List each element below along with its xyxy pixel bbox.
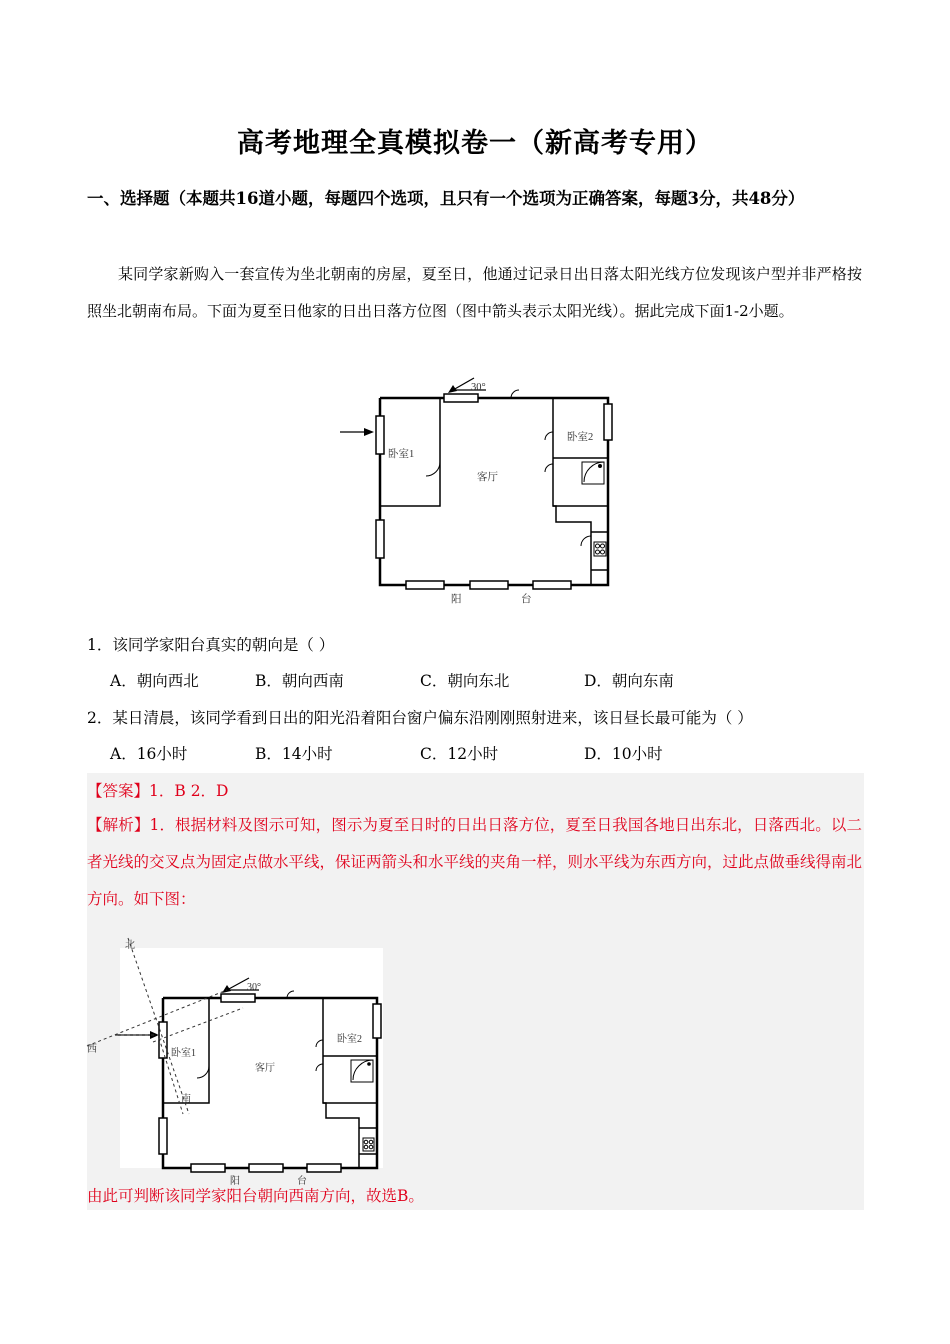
west-window-upper [376, 416, 384, 454]
answer-box [87, 773, 864, 1210]
question-1-stem: 1．该同学家阳台真实的朝向是（ ） [87, 636, 335, 654]
q1-option-d: D．朝向东南 [584, 672, 674, 690]
page-title: 高考地理全真模拟卷一（新高考专用） [237, 128, 713, 159]
answer-text: 1．B 2．D [149, 782, 229, 800]
west-label: 西 [87, 1044, 97, 1055]
fig2-bedroom2-label: 卧室2 [337, 1034, 362, 1045]
south-label: 南 [181, 1094, 191, 1105]
q1-option-a: A．朝向西北 [110, 672, 199, 690]
answer-label: 【答案】 [87, 782, 150, 800]
east-window [604, 404, 612, 440]
answer-line [87, 773, 228, 809]
balcony-window-2 [470, 581, 508, 589]
fig2-bedroom1-label: 卧室1 [171, 1048, 196, 1059]
fig2-living-room-label: 客厅 [255, 1063, 275, 1074]
explanation-label: 【解析】 [87, 816, 150, 834]
q1-option-b: B．朝向西南 [255, 672, 344, 690]
explanation [87, 807, 862, 918]
section-heading: 一、选择题（本题共16道小题，每题四个选项，且只有一个选项为正确答案，每题3分，共48分） [87, 189, 805, 208]
q2-option-c: C．12小时 [420, 745, 499, 763]
balcony-window-3 [533, 581, 571, 589]
question-intro: 某同学家新购入一套宣传为坐北朝南的房屋，夏至日，他通过记录日出日落太阳光线方位发现该户型并非严格按照坐北朝南布局。下面为夏至日他家的日出日落方位图（图中箭头表示太阳光线）。据此完成下面1-2小题。 [87, 265, 862, 320]
q2-option-d: D．10小时 [584, 745, 663, 763]
bedroom2-label: 卧室2 [567, 432, 594, 443]
q2-option-a: A．16小时 [110, 745, 188, 763]
bedroom1-label: 卧室1 [388, 449, 415, 460]
west-window-lower [376, 520, 384, 558]
conclusion: 由此可判断该同学家阳台朝向西南方向，故选B。 [87, 1187, 424, 1205]
fig2-balcony-label-1: 阳 [230, 1176, 240, 1187]
q2-option-b: B．14小时 [255, 745, 333, 763]
question-2-stem: 2．某日清晨，该同学看到日出的阳光沿着阳台窗户偏东沿刚刚照射进来，该日昼长最可能为（ ） [87, 709, 753, 727]
living-room-label: 客厅 [477, 472, 498, 483]
fig2-balcony-label-2: 台 [297, 1176, 307, 1187]
balcony-label-1: 阳 [451, 594, 462, 605]
floor-plan-figure [336, 374, 626, 606]
balcony-window-1 [406, 581, 444, 589]
explanation-text: 1．根据材料及图示可知，图示为夏至日时的日出日落方位，夏至日我国各地日出东北，日落西北。以二者光线的交叉点为固定点做水平线，保证两箭头和水平线的夹角一样，则水平线为东西方向，过此点做垂线得南北方向。如下图： [87, 816, 863, 908]
angle-label: 30° [471, 382, 486, 393]
fig2-angle-label: 30° [247, 982, 261, 993]
orientation-figure [87, 918, 387, 1187]
north-label: 北 [125, 940, 135, 951]
north-window [444, 394, 478, 402]
q1-option-c: C．朝向东北 [420, 672, 510, 690]
balcony-label-2: 台 [521, 594, 532, 605]
